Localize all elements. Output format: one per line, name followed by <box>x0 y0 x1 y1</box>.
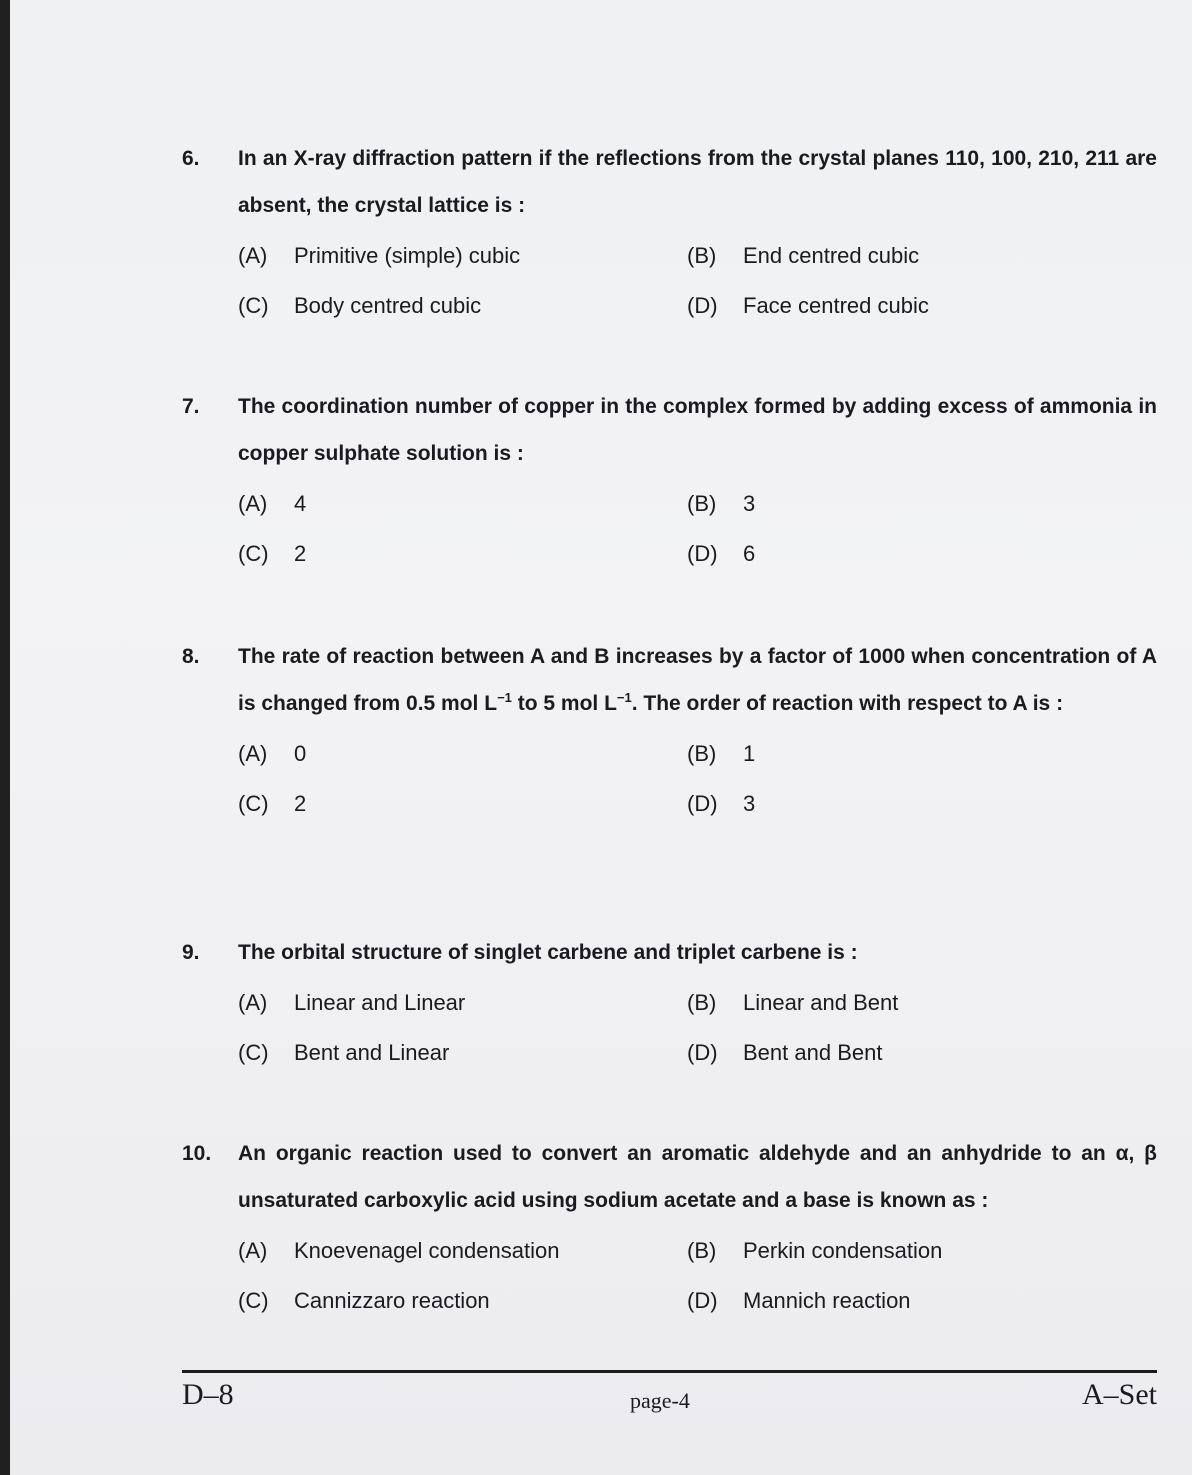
option-b <box>687 231 1136 281</box>
question-number: 7. <box>182 395 200 418</box>
option-text: Linear and Bent <box>743 990 899 1015</box>
option-key: (A) <box>238 491 268 516</box>
option-b <box>687 479 1136 529</box>
footer-divider <box>182 1370 1157 1373</box>
option-key: (A) <box>238 990 268 1015</box>
options-list <box>238 1226 1157 1326</box>
option-b <box>687 1226 1136 1276</box>
option-a <box>238 729 687 779</box>
question-text: An organic reaction used to convert an aromatic aldehyde and an anhydride to an α, β unsaturated carboxylic acid using sodium acetate and a base is known as : <box>238 1142 1157 1212</box>
question-9 <box>182 929 1157 1078</box>
question-number: 8. <box>182 645 200 668</box>
option-key: (B) <box>687 1238 717 1263</box>
question-number: 6. <box>182 147 200 170</box>
question-text-part: to 5 mol L <box>511 692 617 715</box>
option-key: (B) <box>687 990 717 1015</box>
option-key: (A) <box>238 243 268 268</box>
question-text: The coordination number of copper in the complex formed by adding excess of ammonia in copper sulphate solution is : <box>238 395 1157 465</box>
options-list <box>238 231 1157 331</box>
option-text: Mannich reaction <box>743 1288 911 1313</box>
option-text: 1 <box>743 741 756 766</box>
question-8 <box>182 633 1157 829</box>
options-list <box>238 729 1157 829</box>
option-key: (B) <box>687 243 717 268</box>
option-c <box>238 779 687 829</box>
option-c <box>238 529 687 579</box>
option-c <box>238 1028 687 1078</box>
option-c <box>238 1276 687 1326</box>
superscript: −1 <box>616 690 632 705</box>
option-d <box>687 779 1136 829</box>
option-b <box>687 729 1136 779</box>
question-6 <box>182 135 1157 331</box>
superscript: −1 <box>497 690 512 705</box>
option-text: Cannizzaro reaction <box>294 1288 490 1313</box>
set-label: A–Set <box>1082 1378 1157 1411</box>
question-number: 9. <box>182 941 200 964</box>
option-a <box>238 1226 687 1276</box>
option-key: (C) <box>238 1040 269 1065</box>
option-key: (D) <box>687 1288 718 1313</box>
option-d <box>687 1028 1136 1078</box>
option-b <box>687 978 1136 1028</box>
option-text: Bent and Linear <box>294 1040 450 1065</box>
question-text-part: . The order of reaction with respect to A is : <box>631 692 1064 715</box>
option-d <box>687 529 1136 579</box>
options-list <box>238 479 1157 579</box>
page-footer <box>182 1374 1157 1418</box>
option-key: (D) <box>687 541 718 566</box>
option-text: Perkin condensation <box>743 1238 943 1263</box>
option-a <box>238 978 687 1028</box>
option-text: Knoevenagel condensation <box>294 1238 560 1263</box>
option-c <box>238 281 687 331</box>
option-d <box>687 1276 1136 1326</box>
page-number: page-4 <box>630 1388 690 1413</box>
option-text: Bent and Bent <box>743 1040 883 1065</box>
paper-code: D–8 <box>182 1378 234 1411</box>
option-text: 0 <box>294 741 307 766</box>
options-list <box>238 978 1157 1078</box>
question-text: In an X-ray diffraction pattern if the reflections from the crystal planes 110, 100, 210, 211 are absent, the crystal lattice is : <box>238 147 1157 217</box>
option-key: (C) <box>238 541 269 566</box>
option-d <box>687 281 1136 331</box>
option-key: (B) <box>687 491 717 516</box>
option-text: 3 <box>743 491 756 516</box>
option-text: 6 <box>743 541 756 566</box>
page-left-edge <box>0 0 10 1475</box>
option-text: 3 <box>743 791 756 816</box>
question-10 <box>182 1130 1157 1326</box>
option-key: (D) <box>687 293 718 318</box>
option-a <box>238 231 687 281</box>
option-text: Linear and Linear <box>294 990 466 1015</box>
option-key: (D) <box>687 791 718 816</box>
option-key: (A) <box>238 741 268 766</box>
option-key: (C) <box>238 293 269 318</box>
option-text: End centred cubic <box>743 243 920 268</box>
option-key: (A) <box>238 1238 268 1263</box>
question-text: The orbital structure of singlet carbene and triplet carbene is : <box>238 941 858 964</box>
option-text: Body centred cubic <box>294 293 482 318</box>
question-7 <box>182 383 1157 579</box>
option-text: 2 <box>294 541 307 566</box>
option-text: 4 <box>294 491 307 516</box>
question-text <box>238 633 1157 727</box>
option-key: (C) <box>238 791 269 816</box>
question-text-part: The rate of reaction between A and B increases by a factor of 1000 when concentration of A is changed from 0.5 mol L <box>238 645 1157 715</box>
option-a <box>238 479 687 529</box>
option-text: 2 <box>294 791 307 816</box>
option-text: Face centred cubic <box>743 293 929 318</box>
option-key: (C) <box>238 1288 269 1313</box>
question-number: 10. <box>182 1142 212 1165</box>
option-text: Primitive (simple) cubic <box>294 243 521 268</box>
option-key: (D) <box>687 1040 718 1065</box>
option-key: (B) <box>687 741 717 766</box>
